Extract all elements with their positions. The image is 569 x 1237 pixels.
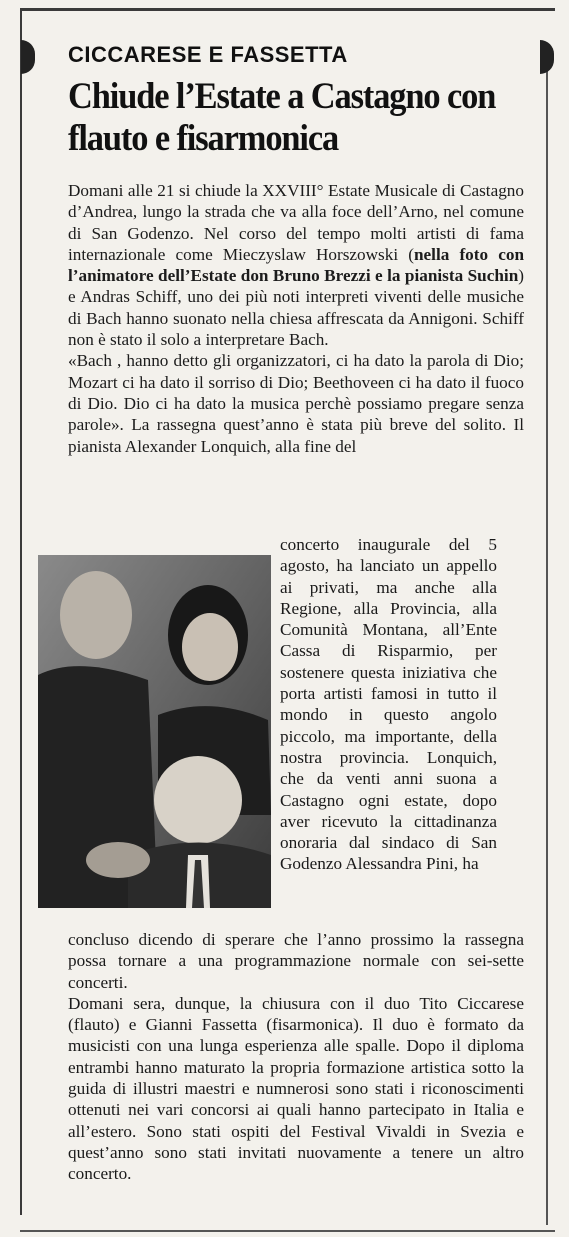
- intro-text-a: Domani alle 21 si chiude la XXVIII° Estate Musicale di Castagno d’Andrea, lungo la strada che va alla foce dell’Arno, nel comune di San Godenzo. Nel corso del tempo molti artisti di fama internazionale come Mieczyslaw Horszowski (: [68, 181, 524, 264]
- right-tab-marker: [540, 40, 554, 74]
- photo-caption-inline: nella foto con l’animatore dell’Estate don Bruno Brezzi e la pianista Suchin: [68, 244, 524, 286]
- intro-text-b: ) e Andras Schiff, uno dei più noti interpreti viventi delle musiche di Bach hanno suonato nella chiesa affrescata da Annigoni. Schiff non è stato il solo a interpretare Bach.: [68, 266, 524, 350]
- photo-illustration: [38, 555, 271, 908]
- article-side-column: concerto inaugurale del 5 agosto, ha lanciato un appello ai privati, ma anche alla Regione, alla Provincia, alla Comunità Montana, all’Ente Cassa di Risparmio, per sostenere questa iniziativa che porta artisti famosi in tutto il mondo in questo angolo piccolo, ma importante, della nostra provincia. Lonquich, che da venti anni suona a Castagno ogni estate, dopo aver ricevuto la cittadinanza onoraria dal sindaco di San Godenzo Alessandra Pini, ha: [280, 535, 497, 874]
- left-tab-marker: [21, 40, 35, 74]
- left-rule: [20, 10, 22, 1215]
- article-intro: [68, 180, 524, 457]
- bottom-rule: [20, 1230, 555, 1232]
- closing-paragraph: Domani sera, dunque, la chiusura con il duo Tito Ciccarese (flauto) e Gianni Fassetta (fisarmonica). Il duo è formato da musicisti con una lunga esperienza alle spalle. Dopo il diploma entrambi hanno maturato la propria formazione artistica sotto la guida di illustri maestri e numnerosi sono stati i riconoscimenti ottenuti nei vari concorsi ai quali hanno partecipato in Italia e all’estero. Sono stati ospiti del Festival Vivaldi in Svezia e quest’anno sono stati invitati nuovamente a tenere un altro concerto.: [68, 993, 524, 1184]
- article-kicker: CICCARESE E FASSETTA: [68, 42, 348, 67]
- top-rule: [20, 8, 555, 11]
- article-conclusion: [68, 929, 524, 1185]
- article-headline: Chiude l’Estate a Castagno con flauto e fisarmonica: [68, 76, 496, 159]
- conclusion-paragraph: concluso dicendo di sperare che l’anno prossimo la rassegna possa tornare a una programmazione normale con sei-sette concerti.: [68, 930, 524, 992]
- right-rule: [546, 60, 548, 1225]
- article-photo: [38, 555, 271, 908]
- quote-paragraph: «Bach , hanno detto gli organizzatori, ci ha dato la parola di Dio; Mozart ci ha dato il sorriso di Dio; Beethoveen ci ha dato il fuoco di Dio. Dio ci ha dato la musica perchè possiamo pregare senza parole». La rassegna quest’anno è stata più breve del solito. Il pianista Alexander Lonquich, alla fine del: [68, 351, 524, 456]
